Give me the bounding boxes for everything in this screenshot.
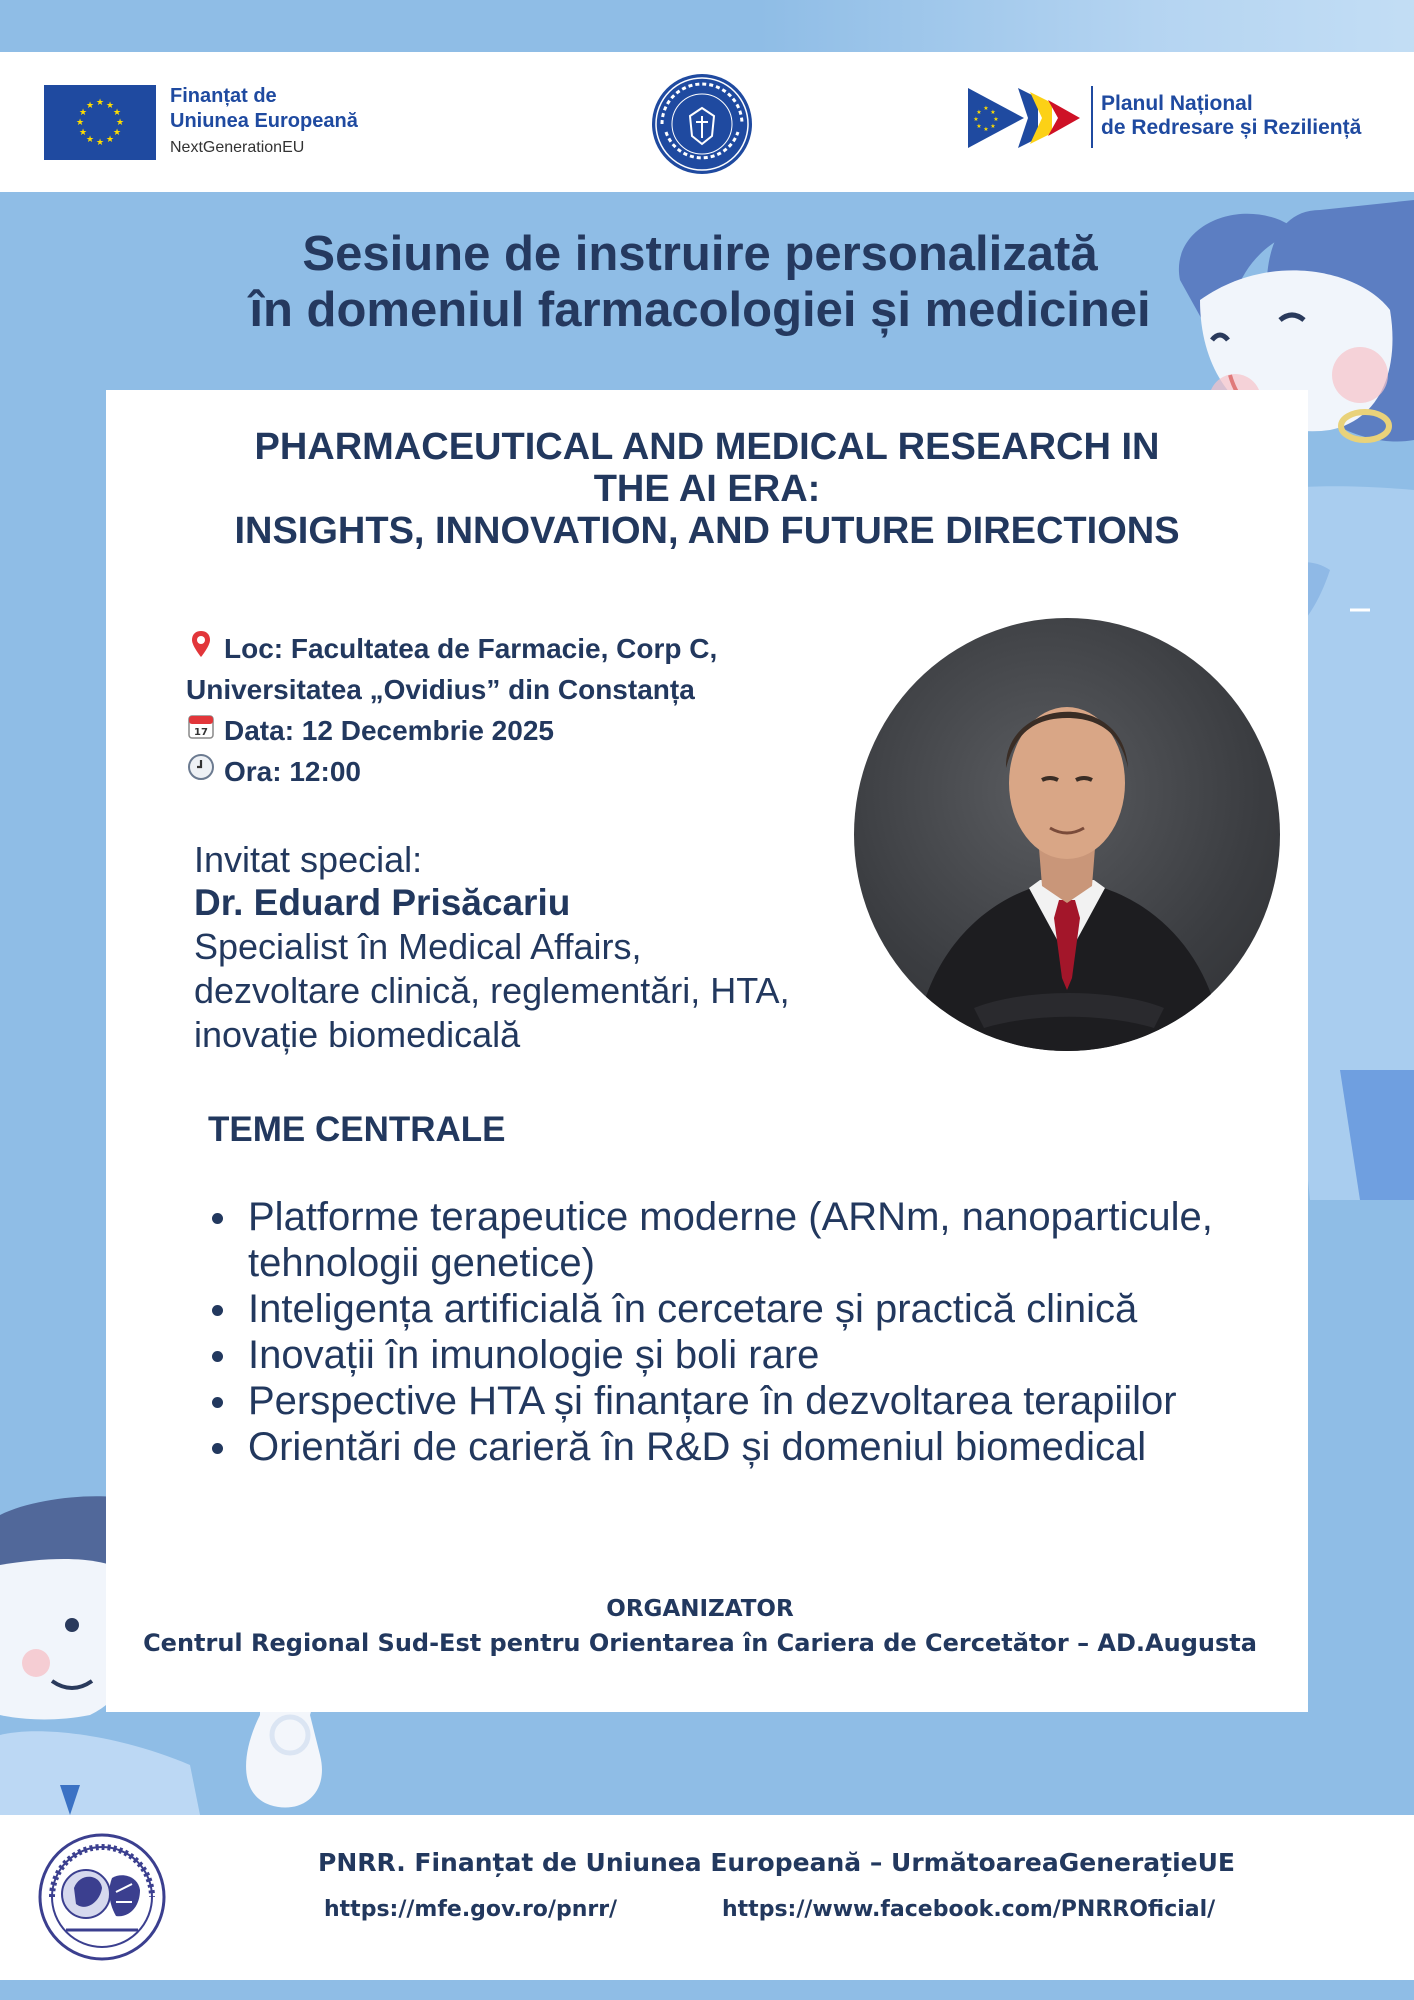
footer-link-mfe[interactable]: https://mfe.gov.ro/pnrr/ [324, 1897, 618, 1922]
guest-label: Invitat special: [194, 839, 423, 880]
svg-text:★: ★ [976, 109, 982, 116]
pnrr-label-line1: Planul Național [1101, 92, 1253, 115]
eu-flag-icon [44, 85, 156, 160]
page-title [150, 226, 1250, 338]
svg-text:★: ★ [85, 101, 95, 111]
eu-funding-line1: Finanțat de [170, 85, 277, 107]
event-heading-line2: THE AI ERA: [593, 468, 821, 510]
themes-list [208, 1194, 1288, 1470]
romanian-government-seal-icon [650, 72, 754, 176]
guest-photo [854, 618, 1280, 1051]
list-item: Perspective HTA și finanțare în dezvoltarea terapiilor [208, 1378, 1288, 1424]
time-text: Ora: 12:00 [224, 756, 361, 787]
eu-funding-label [170, 84, 358, 160]
eu-funding-line3: NextGenerationEU [170, 139, 305, 156]
event-info [186, 628, 717, 792]
location-line1: Loc: Facultatea de Farmacie, Corp C, [224, 633, 718, 664]
themes-title: TEME CENTRALE [208, 1110, 506, 1149]
date-text: Data: 12 Decembrie 2025 [224, 715, 554, 746]
map-pin-icon [186, 628, 216, 669]
pnrr-logo-icon [968, 86, 1086, 150]
svg-text:★: ★ [95, 98, 105, 108]
time-row [186, 751, 717, 792]
event-heading-line3: INSIGHTS, INNOVATION, AND FUTURE DIRECTIONS [234, 510, 1180, 552]
svg-text:★: ★ [112, 108, 122, 118]
pnrr-label-line2: de Redresare și Reziliență [1101, 116, 1362, 139]
guest-name: Dr. Eduard Prisăcariu [194, 882, 571, 923]
svg-text:17: 17 [194, 727, 208, 738]
svg-text:★: ★ [78, 128, 88, 138]
guest-desc-line2: dezvoltare clinică, reglementări, HTA, [194, 970, 790, 1011]
organizer-heading: ORGANIZATOR [606, 1596, 794, 1622]
special-guest [194, 838, 790, 1057]
svg-text:★: ★ [993, 116, 999, 123]
clock-icon [186, 751, 216, 792]
location-line2: Universitatea „Ovidius” din Constanța [186, 674, 695, 705]
svg-text:★: ★ [95, 138, 105, 148]
list-item: Inovații în imunologie și boli rare [208, 1332, 1288, 1378]
event-heading [150, 426, 1264, 552]
svg-text:★: ★ [75, 118, 85, 128]
footer-link-facebook[interactable]: https://www.facebook.com/PNRROficial/ [722, 1897, 1216, 1922]
svg-text:★: ★ [973, 116, 979, 123]
svg-text:★: ★ [976, 123, 982, 130]
pnrr-label [1101, 92, 1361, 140]
event-heading-line1: PHARMACEUTICAL AND MEDICAL RESEARCH IN [254, 426, 1160, 468]
ovidius-university-seal-icon [36, 1832, 168, 1962]
svg-text:★: ★ [115, 118, 125, 128]
calendar-icon [186, 710, 216, 751]
organizer-text: Centrul Regional Sud-Est pentru Orientarea în Cariera de Cercetător – AD.Augusta [143, 1629, 1257, 1657]
footer-strip [0, 1980, 1414, 2000]
page-title-line1: Sesiune de instruire personalizată [302, 227, 1098, 281]
pnrr-divider [1091, 86, 1093, 148]
guest-desc-line1: Specialist în Medical Affairs, [194, 926, 642, 967]
svg-text:★: ★ [983, 105, 989, 112]
date-row [186, 710, 717, 751]
location-row [186, 628, 717, 669]
list-item: Orientări de carieră în R&D și domeniul biomedical [208, 1424, 1288, 1470]
list-item: Platforme terapeutice moderne (ARNm, nanoparticule, tehnologii genetice) [208, 1194, 1288, 1286]
svg-text:★: ★ [78, 108, 88, 118]
top-background-texture [760, 0, 1414, 52]
svg-text:★: ★ [990, 123, 996, 130]
svg-text:★: ★ [983, 126, 989, 133]
organizer [120, 1592, 1280, 1660]
svg-text:★: ★ [990, 109, 996, 116]
eu-funding-line2: Uniunea Europeană [170, 110, 358, 132]
page-title-line2: în domeniul farmacologiei și medicinei [249, 283, 1151, 337]
list-item: Inteligența artificială în cercetare și practică clinică [208, 1286, 1288, 1332]
guest-desc-line3: inovație biomedicală [194, 1014, 521, 1055]
svg-text:★: ★ [85, 135, 95, 145]
svg-text:★: ★ [112, 128, 122, 138]
footer-funding-text: PNRR. Finanțat de Uniunea Europeană – UrmătoareaGenerațieUE [318, 1848, 1236, 1877]
svg-text:★: ★ [105, 135, 115, 145]
svg-text:★: ★ [105, 101, 115, 111]
